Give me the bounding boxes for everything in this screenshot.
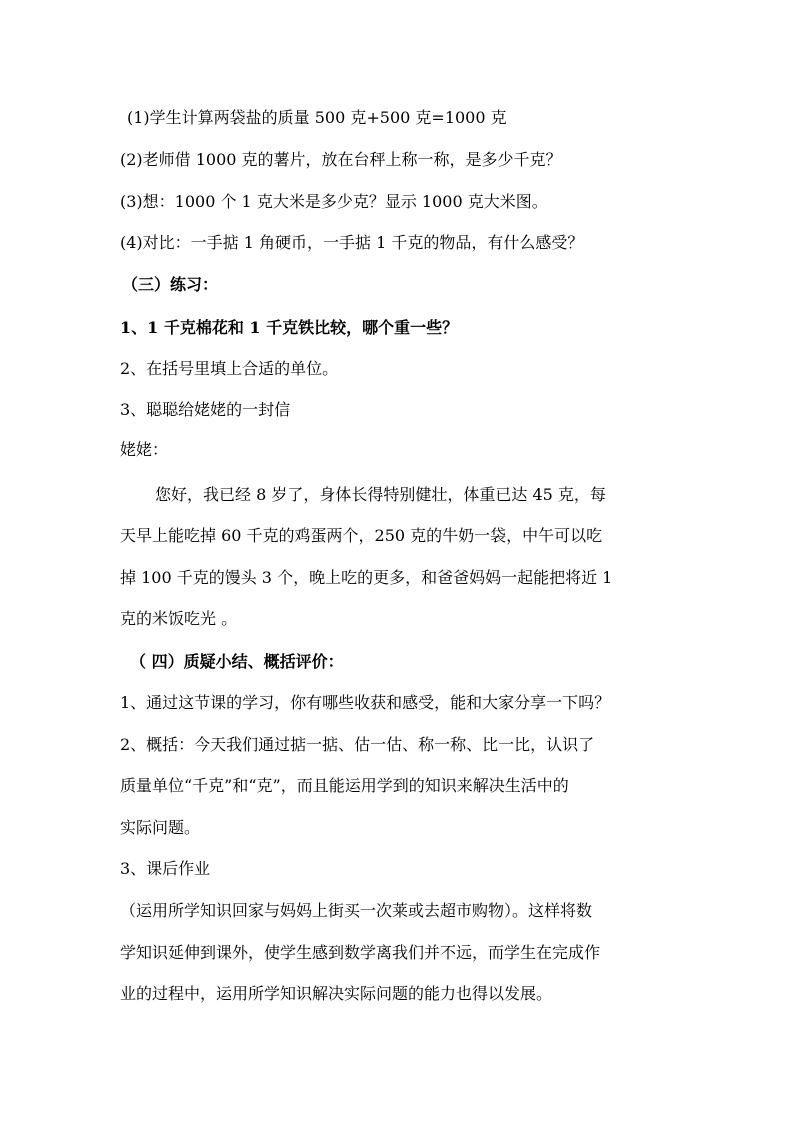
homework-line-2: 学知识延伸到课外，使学生感到数学离我们并不远，而学生在完成作 xyxy=(120,943,601,962)
letter-line-2: 天早上能吃掉 60 千克的鸡蛋两个，250 克的牛奶一袋，中午可以吃 xyxy=(120,526,603,545)
letter-line-1: 您好，我已经 8 岁了，身体长得特别健壮，体重已达 45 克，每 xyxy=(155,485,606,504)
text-line-step-1: (1)学生计算两袋盐的质量 500 克+500 克=1000 克 xyxy=(127,108,507,127)
text-line-step-3: (3)想：1000 个 1 克大米是多少克？显示 1000 克大米图。 xyxy=(120,192,548,211)
practice-question-3: 3、聪聪给姥姥的一封信 xyxy=(120,400,291,419)
practice-question-2: 2、在括号里填上合适的单位。 xyxy=(120,359,339,378)
homework-line-3: 业的过程中，运用所学知识解决实际问题的能力也得以发展。 xyxy=(120,984,553,1003)
section-heading-summary: （ 四）质疑小结、概括评价： xyxy=(130,652,344,671)
summary-item-3: 3、课后作业 xyxy=(120,859,211,878)
homework-line-1: （运用所学知识回家与妈妈上街买一次莱或去超市购物）。这样将数 xyxy=(120,901,593,920)
summary-item-2-line-1: 2、概括：今天我们通过掂一掂、估一估、称一称、比一比，认识了 xyxy=(120,735,595,754)
text-line-step-2: (2)老师借 1000 克的薯片，放在台秤上称一称，是多少千克？ xyxy=(120,150,562,169)
summary-item-2-line-3: 实际问题。 xyxy=(120,818,201,837)
text-line-step-4: (4)对比：一手掂 1 角硬币，一手掂 1 千克的物品，有什么感受？ xyxy=(120,233,584,252)
letter-salutation: 姥姥： xyxy=(120,440,169,459)
summary-item-2-line-2: 质量单位“千克”和“克”，而且能运用学到的知识来解决生活中的 xyxy=(120,776,569,795)
summary-item-1: 1、通过这节课的学习，你有哪些收获和感受，能和大家分享一下吗？ xyxy=(120,693,611,712)
letter-line-4: 克的米饭吃光 。 xyxy=(120,609,238,628)
letter-line-3: 掉 100 千克的馒头 3 个，晚上吃的更多，和爸爸妈妈一起能把将近 1 xyxy=(120,568,613,587)
practice-question-1: 1、1 千克棉花和 1 千克铁比较，哪个重一些？ xyxy=(120,318,459,337)
section-heading-practice: （三）练习： xyxy=(122,275,219,294)
